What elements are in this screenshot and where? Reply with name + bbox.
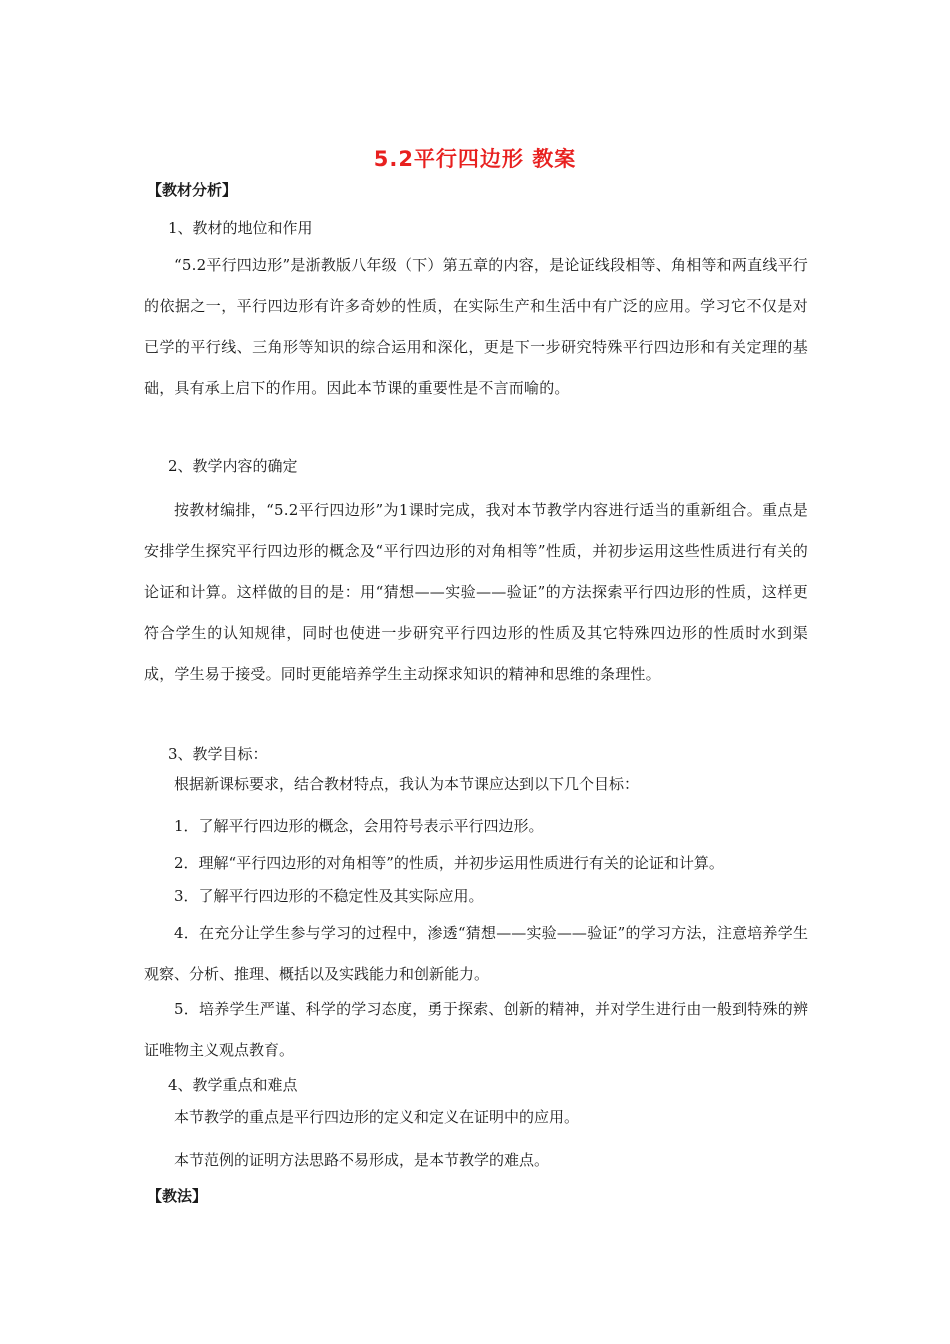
page-title: 5.2平行四边形 教案 [373, 147, 577, 171]
objective-item-5: 5．培养学生严谨、科学的学习态度，勇于探索、创新的精神，并对学生进行由一般到特殊的辨证唯物主义观点教育。 [144, 1000, 808, 1059]
objectives-intro: 根据新课标要求，结合教材特点，我认为本节课应达到以下几个目标： [174, 775, 640, 793]
objective-item-4: 4．在充分让学生参与学习的过程中，渗透“猜想——实验——验证”的学习方法，注意培养学生观察、分析、推理、概括以及实践能力和创新能力。 [144, 924, 808, 983]
paragraph-role: “5.2平行四边形”是浙教版八年级（下）第五章的内容，是论证线段相等、角相等和两直线平行的依据之一，平行四边形有许多奇妙的性质，在实际生产和生活中有广泛的应用。学习它不仅是对已学的平行线、三角形等知识的综合运用和深化，更是下一步研究特殊平行四边形和有关定理的基础，具有承上启下的作用。因此本节课的重要性是不言而喻的。 [144, 256, 808, 397]
subheading-content: 2、教学内容的确定 [168, 457, 298, 475]
difficulty-point: 本节范例的证明方法思路不易形成，是本节教学的难点。 [174, 1151, 550, 1169]
section-heading-textbook-analysis: 【教材分析】 [147, 181, 238, 199]
paragraph-content: 按教材编排，“5.2平行四边形”为1课时完成，我对本节教学内容进行适当的重新组合。重点是安排学生探究平行四边形的概念及“平行四边形的对角相等”性质，并初步运用这些性质进行有关的论证和计算。这样做的目的是：用“猜想——实验——验证”的方法探索平行四边形的性质，这样更符合学生的认知规律，同时也使进一步研究平行四边形的性质及其它特殊四边形的性质时水到渠成，学生易于接受。同时更能培养学生主动探求知识的精神和思维的条理性。 [144, 501, 808, 683]
key-point: 本节教学的重点是平行四边形的定义和定义在证明中的应用。 [174, 1108, 580, 1126]
section-heading-teaching-method: 【教法】 [147, 1187, 208, 1205]
subheading-role: 1、教材的地位和作用 [168, 219, 313, 237]
objective-item-3: 3．了解平行四边形的不稳定性及其实际应用。 [174, 887, 484, 905]
objective-item-1: 1．了解平行四边形的概念，会用符号表示平行四边形。 [174, 817, 544, 835]
subheading-objectives: 3、教学目标： [168, 745, 268, 763]
subheading-key-points: 4、教学重点和难点 [168, 1076, 298, 1094]
objective-item-2: 2．理解“平行四边形的对角相等”的性质，并初步运用性质进行有关的论证和计算。 [174, 854, 724, 872]
